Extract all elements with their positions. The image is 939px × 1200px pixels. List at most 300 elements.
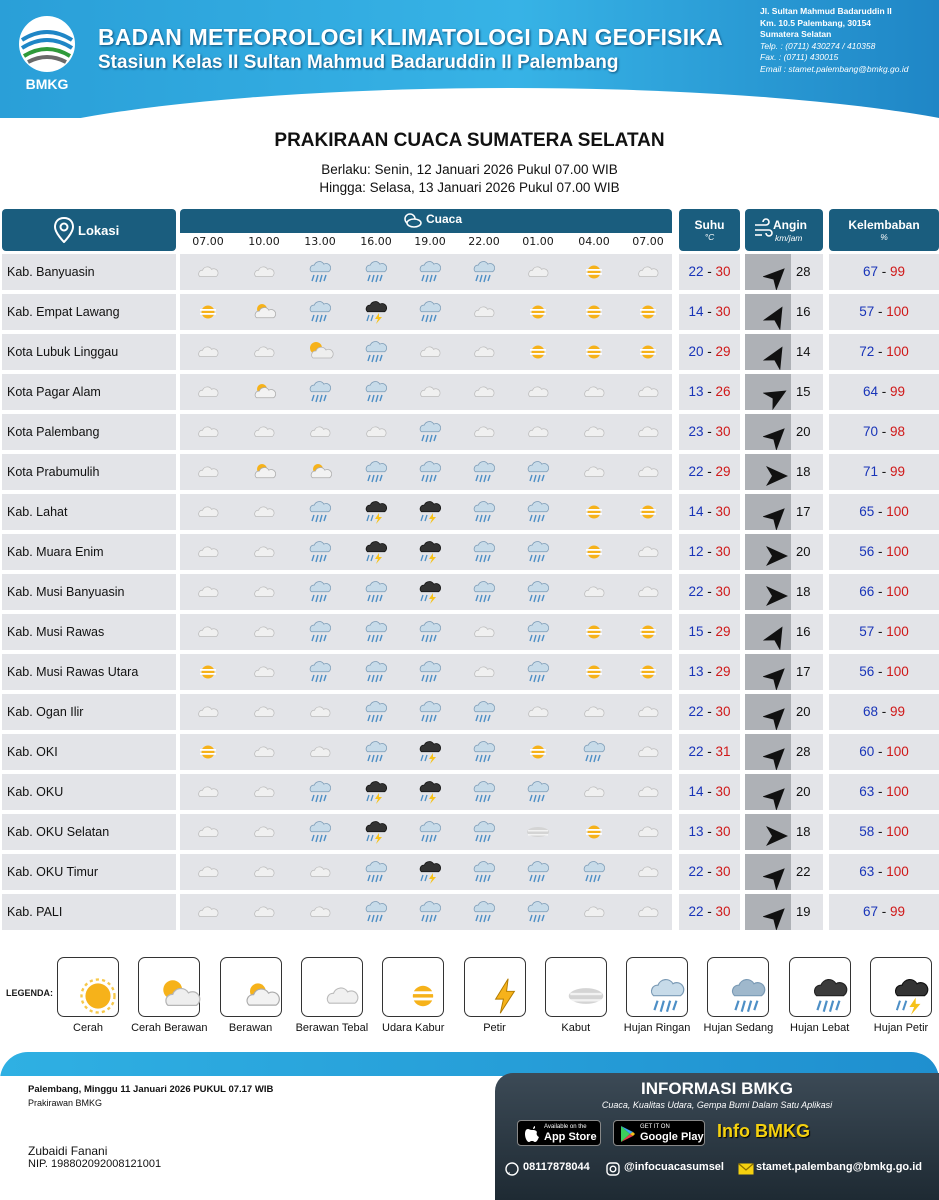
berawan-tebal-icon	[470, 298, 498, 326]
location-name: Kab. Musi Rawas Utara	[2, 654, 176, 690]
time-label: 01.00	[522, 235, 554, 248]
berawan-tebal-icon	[250, 338, 278, 366]
page-title: PRAKIRAAN CUACA SUMATERA SELATAN	[274, 130, 665, 151]
temp-max: 30	[715, 584, 731, 599]
legend-caption: Kabut	[561, 1022, 591, 1034]
hujan-ringan-icon	[416, 898, 444, 926]
berawan-tebal-icon	[194, 778, 222, 806]
station-name: Stasiun Kelas II Sultan Mahmud Badaruddin II Palembang	[98, 52, 619, 73]
table-row	[0, 854, 939, 890]
humidity-range: 71 - 99	[829, 454, 939, 490]
wind-speed: 20	[796, 424, 811, 439]
wind-cell	[745, 374, 823, 410]
legend-box	[707, 957, 769, 1017]
legend-item-berawan	[211, 957, 291, 1034]
svg-text:BMKG: BMKG	[25, 76, 69, 92]
hujan-ringan-icon	[362, 738, 390, 766]
hujan-ringan-icon	[416, 298, 444, 326]
hujan-ringan-icon	[470, 578, 498, 606]
hujan-ringan-icon	[470, 738, 498, 766]
temp-max: 29	[715, 344, 731, 359]
berawan-tebal-icon	[250, 418, 278, 446]
hujan-ringan-icon	[362, 338, 390, 366]
humidity-min: 57	[859, 624, 875, 639]
header-wave	[0, 88, 939, 118]
hujan-ringan-icon	[416, 818, 444, 846]
legend-box	[789, 957, 851, 1017]
legend-box	[382, 957, 444, 1017]
temp-max: 30	[715, 504, 731, 519]
hujan-petir-icon	[416, 858, 444, 886]
temperature-range: 22 - 30	[679, 574, 740, 610]
humidity-min: 68	[862, 704, 878, 719]
hujan-ringan-icon	[416, 658, 444, 686]
berawan-tebal-icon	[580, 698, 608, 726]
time-label: 13.00	[304, 235, 336, 248]
wind-cell	[745, 574, 823, 610]
weather-icon	[402, 211, 422, 229]
hujan-ringan-icon	[362, 898, 390, 926]
berawan-tebal-icon	[634, 898, 662, 926]
berawan-tebal-icon	[250, 698, 278, 726]
berawan-tebal-icon	[524, 418, 552, 446]
hujan-ringan-icon	[524, 858, 552, 886]
berawan-tebal-icon	[580, 458, 608, 486]
hujan-petir-icon	[362, 298, 390, 326]
berawan-tebal-icon	[306, 858, 334, 886]
temp-max: 29	[715, 464, 731, 479]
hujan-ringan-icon	[306, 258, 334, 286]
wind-speed: 16	[796, 624, 811, 639]
weather-cells	[180, 454, 672, 490]
humidity-range: 63 - 100	[829, 774, 939, 810]
weather-cells	[180, 894, 672, 930]
google-play-button[interactable]	[613, 1120, 705, 1146]
berawan-tebal-icon	[416, 338, 444, 366]
legend-item-hujan-sedang	[698, 957, 778, 1034]
hujan-ringan-icon	[470, 498, 498, 526]
legend-caption: Cerah Berawan	[131, 1022, 208, 1034]
berawan-tebal-icon	[634, 698, 662, 726]
humidity-max: 99	[890, 384, 906, 399]
berawan-tebal-icon	[416, 378, 444, 406]
weather-cells	[180, 774, 672, 810]
legend-caption: Hujan Sedang	[703, 1022, 774, 1034]
temperature-range: 22 - 31	[679, 734, 740, 770]
location-name: Kab. Ogan Ilir	[2, 694, 176, 730]
suhu-label: Suhu	[694, 218, 725, 232]
berawan-tebal-icon	[634, 538, 662, 566]
hujan-ringan-icon	[362, 658, 390, 686]
berawan-icon	[250, 378, 278, 406]
table-row	[0, 734, 939, 770]
temp-min: 14	[688, 304, 704, 319]
temperature-range: 13 - 29	[679, 654, 740, 690]
legend-item-cerah-berawan	[129, 957, 209, 1034]
wind-cell	[745, 894, 823, 930]
humidity-min: 72	[859, 344, 875, 359]
temp-min: 22	[688, 464, 704, 479]
location-name: Kab. OKI	[2, 734, 176, 770]
temp-max: 30	[715, 824, 731, 839]
berawan-tebal-icon	[194, 858, 222, 886]
fax: Fax. : (0711) 430015	[760, 52, 839, 62]
temp-max: 30	[715, 704, 731, 719]
temperature-range: 14 - 30	[679, 294, 740, 330]
temperature-range: 22 - 30	[679, 894, 740, 930]
humidity-range: 67 - 99	[829, 894, 939, 930]
udara-kabur-icon	[580, 818, 608, 846]
wind-cell	[745, 774, 823, 810]
table-row	[0, 414, 939, 450]
temp-min: 22	[688, 904, 704, 919]
humidity-range: 63 - 100	[829, 854, 939, 890]
temp-max: 26	[715, 384, 731, 399]
berawan-tebal-icon	[470, 338, 498, 366]
humidity-min: 56	[859, 544, 875, 559]
berawan-tebal-icon	[580, 778, 608, 806]
time-label: 04.00	[578, 235, 610, 248]
angin-unit: km/jam	[775, 233, 803, 243]
humidity-min: 56	[859, 664, 875, 679]
berawan-tebal-icon	[194, 538, 222, 566]
legend-box	[138, 957, 200, 1017]
googleplay-small: GET IT ON	[640, 1124, 670, 1130]
weather-cells	[180, 374, 672, 410]
app-store-button[interactable]	[517, 1120, 601, 1146]
table-row	[0, 814, 939, 850]
location-name: Kota Palembang	[2, 414, 176, 450]
berawan-tebal-icon	[250, 898, 278, 926]
hujan-ringan-icon	[524, 778, 552, 806]
wind-cell	[745, 734, 823, 770]
humidity-max: 100	[886, 304, 909, 319]
weather-cells	[180, 814, 672, 850]
berawan-tebal-icon	[524, 378, 552, 406]
address-line-3: Sumatera Selatan	[760, 29, 832, 39]
udara-kabur-icon	[580, 298, 608, 326]
humidity-max: 100	[886, 784, 909, 799]
cuaca-label: Cuaca	[426, 212, 463, 226]
temp-min: 14	[688, 784, 704, 799]
table-row	[0, 294, 939, 330]
humidity-min: 63	[859, 864, 875, 879]
humidity-min: 58	[859, 824, 875, 839]
valid-to: Hingga: Selasa, 13 Januari 2026 Pukul 07.00 WIB	[319, 180, 620, 195]
hujan-ringan-icon	[524, 458, 552, 486]
hujan-ringan-icon	[470, 258, 498, 286]
udara-kabur-icon	[524, 338, 552, 366]
temp-max: 29	[715, 624, 731, 639]
legend-box	[220, 957, 282, 1017]
googleplay-label: Google Play	[640, 1131, 704, 1143]
legend-caption: Petir	[483, 1022, 506, 1034]
berawan-tebal-icon	[306, 738, 334, 766]
berawan-tebal-icon	[194, 378, 222, 406]
temp-max: 30	[715, 424, 731, 439]
wind-cell	[745, 534, 823, 570]
weather-cells	[180, 574, 672, 610]
table-row	[0, 334, 939, 370]
location-name: Kab. Musi Rawas	[2, 614, 176, 650]
temp-min: 13	[688, 384, 704, 399]
weather-cells	[180, 694, 672, 730]
weather-cells	[180, 334, 672, 370]
forecaster-role: Prakirawan BMKG	[28, 1098, 103, 1108]
temp-max: 30	[715, 864, 731, 879]
email-icon	[738, 1163, 754, 1175]
temp-min: 22	[688, 584, 704, 599]
header-banner	[0, 0, 939, 118]
berawan-tebal-icon	[634, 458, 662, 486]
weather-cells	[180, 654, 672, 690]
udara-kabur-icon	[194, 658, 222, 686]
location-name: Kab. Empat Lawang	[2, 294, 176, 330]
table-row	[0, 774, 939, 810]
temperature-range: 12 - 30	[679, 534, 740, 570]
hujan-ringan-icon	[306, 778, 334, 806]
hujan-ringan-icon	[306, 818, 334, 846]
humidity-max: 99	[890, 264, 906, 279]
humidity-max: 99	[890, 704, 906, 719]
berawan-tebal-icon	[580, 418, 608, 446]
location-name: Kota Prabumulih	[2, 454, 176, 490]
hujan-ringan-icon	[306, 378, 334, 406]
whatsapp-icon	[505, 1162, 519, 1176]
hujan-ringan-icon	[416, 258, 444, 286]
berawan-tebal-icon	[194, 898, 222, 926]
humidity-range: 72 - 100	[829, 334, 939, 370]
berawan-tebal-icon	[250, 738, 278, 766]
hujan-ringan-icon	[362, 458, 390, 486]
time-header-row	[180, 233, 672, 251]
berawan-tebal-icon	[634, 778, 662, 806]
legend-label: LEGENDA:	[6, 988, 53, 998]
email-address: Email : stamet.palembang@bmkg.go.id	[760, 63, 909, 74]
humidity-min: 71	[862, 464, 878, 479]
berawan-tebal-icon	[580, 578, 608, 606]
humidity-range: 65 - 100	[829, 494, 939, 530]
temperature-range: 22 - 30	[679, 694, 740, 730]
temp-min: 12	[688, 544, 704, 559]
humidity-range: 68 - 99	[829, 694, 939, 730]
berawan-tebal-icon	[250, 658, 278, 686]
phone: Telp. : (0711) 430274 / 410358	[760, 40, 876, 51]
berawan-tebal-icon	[470, 658, 498, 686]
berawan-tebal-icon	[194, 458, 222, 486]
humidity-max: 98	[890, 424, 906, 439]
location-name: Kab. OKU Selatan	[2, 814, 176, 850]
legend-caption: Hujan Petir	[873, 1022, 929, 1034]
temperature-range: 13 - 26	[679, 374, 740, 410]
hujan-ringan-icon	[470, 858, 498, 886]
hujan-petir-icon	[416, 498, 444, 526]
temperature-range: 14 - 30	[679, 774, 740, 810]
location-name: Kab. Lahat	[2, 494, 176, 530]
hujan-petir-icon	[416, 578, 444, 606]
temperature-range: 14 - 30	[679, 494, 740, 530]
hujan-ringan-icon	[524, 618, 552, 646]
wind-cell	[745, 254, 823, 290]
column-header-kelembaban	[829, 209, 939, 251]
hujan-ringan-icon	[306, 298, 334, 326]
instagram-handle: @infocuacasumsel	[624, 1161, 724, 1173]
location-name: Kab. Banyuasin	[2, 254, 176, 290]
humidity-min: 67	[862, 904, 878, 919]
humidity-max: 100	[886, 544, 909, 559]
udara-kabur-icon	[634, 338, 662, 366]
org-name: BADAN METEOROLOGI KLIMATOLOGI DAN GEOFISIKA	[98, 24, 723, 50]
hujan-petir-icon	[416, 778, 444, 806]
forecaster-name: Zubaidi Fanani	[28, 1144, 108, 1158]
berawan-tebal-icon	[194, 578, 222, 606]
weather-cells	[180, 854, 672, 890]
info-bmkg-panel	[495, 1073, 939, 1200]
location-name: Kab. Muara Enim	[2, 534, 176, 570]
weather-cells	[180, 614, 672, 650]
berawan-tebal-icon	[470, 378, 498, 406]
temp-min: 22	[688, 704, 704, 719]
humidity-max: 100	[886, 584, 909, 599]
legend-item-kabut	[536, 957, 616, 1034]
humidity-range: 66 - 100	[829, 574, 939, 610]
humidity-range: 70 - 98	[829, 414, 939, 450]
hujan-ringan-icon	[416, 618, 444, 646]
kelembaban-unit: %	[880, 232, 888, 242]
table-row	[0, 254, 939, 290]
hujan-ringan-icon	[362, 698, 390, 726]
legend-caption: Udara Kabur	[382, 1022, 445, 1034]
humidity-max: 100	[886, 744, 909, 759]
legend-item-hujan-lebat	[780, 957, 860, 1034]
cerah-berawan-icon	[306, 338, 334, 366]
humidity-min: 65	[859, 504, 875, 519]
weather-cells	[180, 414, 672, 450]
wind-speed: 20	[796, 784, 811, 799]
legend-item-hujan-petir	[861, 957, 939, 1034]
hujan-petir-icon	[362, 818, 390, 846]
legend-box	[57, 957, 119, 1017]
berawan-tebal-icon	[634, 258, 662, 286]
berawan-tebal-icon	[634, 818, 662, 846]
temperature-range: 22 - 30	[679, 854, 740, 890]
hujan-ringan-icon	[524, 578, 552, 606]
temp-min: 22	[688, 264, 704, 279]
humidity-min: 67	[862, 264, 878, 279]
berawan-tebal-icon	[250, 258, 278, 286]
hujan-ringan-icon	[524, 538, 552, 566]
lokasi-label: Lokasi	[78, 223, 120, 238]
temp-min: 22	[688, 864, 704, 879]
wind-cell	[745, 654, 823, 690]
legend-box	[545, 957, 607, 1017]
temp-max: 31	[715, 744, 731, 759]
hujan-ringan-icon	[524, 498, 552, 526]
berawan-tebal-icon	[250, 538, 278, 566]
table-row	[0, 694, 939, 730]
hujan-petir-icon	[362, 778, 390, 806]
legend-item-udara-kabur	[373, 957, 453, 1034]
wind-speed: 14	[796, 344, 811, 359]
legend-box	[626, 957, 688, 1017]
berawan-tebal-icon	[634, 578, 662, 606]
time-label: 07.00	[632, 235, 664, 248]
validity	[0, 161, 939, 197]
humidity-max: 100	[886, 504, 909, 519]
berawan-tebal-icon	[306, 698, 334, 726]
humidity-min: 66	[859, 584, 875, 599]
hujan-ringan-icon	[580, 858, 608, 886]
berawan-tebal-icon	[194, 338, 222, 366]
wind-speed: 18	[796, 464, 811, 479]
legend-item-hujan-ringan	[617, 957, 697, 1034]
whatsapp-number: 08117878044	[523, 1161, 590, 1173]
location-name: Kab. Musi Banyuasin	[2, 574, 176, 610]
info-subtitle: Cuaca, Kualitas Udara, Gempa Bumi Dalam Satu Aplikasi	[601, 1100, 833, 1110]
instagram-icon	[606, 1162, 620, 1176]
hujan-ringan-icon	[470, 818, 498, 846]
berawan-tebal-icon	[634, 418, 662, 446]
issue-date: Palembang, Minggu 11 Januari 2026 PUKUL 07.17 WIB	[28, 1084, 274, 1095]
weather-cells	[180, 254, 672, 290]
berawan-tebal-icon	[194, 618, 222, 646]
humidity-max: 99	[890, 464, 906, 479]
hujan-ringan-icon	[306, 538, 334, 566]
humidity-range: 57 - 100	[829, 614, 939, 650]
hujan-ringan-icon	[470, 898, 498, 926]
location-pin-icon	[54, 217, 74, 243]
appstore-label: App Store	[544, 1131, 597, 1143]
humidity-min: 63	[859, 784, 875, 799]
wind-speed: 28	[796, 264, 811, 279]
hujan-ringan-icon	[580, 738, 608, 766]
hujan-ringan-icon	[470, 778, 498, 806]
column-header-lokasi	[2, 209, 176, 251]
wind-speed: 20	[796, 544, 811, 559]
wind-speed: 17	[796, 504, 811, 519]
weather-cells	[180, 494, 672, 530]
hujan-ringan-icon	[416, 698, 444, 726]
humidity-range: 58 - 100	[829, 814, 939, 850]
hujan-ringan-icon	[524, 898, 552, 926]
address-line-2: Km. 10.5 Palembang, 30154	[760, 17, 872, 28]
kelembaban-label: Kelembaban	[848, 218, 920, 232]
temp-max: 30	[715, 544, 731, 559]
hujan-ringan-icon	[524, 658, 552, 686]
berawan-tebal-icon	[580, 378, 608, 406]
legend-caption: Hujan Ringan	[623, 1022, 691, 1034]
berawan-tebal-icon	[362, 418, 390, 446]
wind-cell	[745, 814, 823, 850]
wind-speed: 18	[796, 824, 811, 839]
hujan-ringan-icon	[306, 618, 334, 646]
hujan-ringan-icon	[470, 458, 498, 486]
temperature-range: 20 - 29	[679, 334, 740, 370]
weather-cells	[180, 734, 672, 770]
time-label: 22.00	[468, 235, 500, 248]
table-row	[0, 654, 939, 690]
legend-box	[301, 957, 363, 1017]
bmkg-logo-icon	[14, 14, 80, 92]
temperature-range: 22 - 30	[679, 254, 740, 290]
berawan-tebal-icon	[250, 618, 278, 646]
hujan-ringan-icon	[362, 258, 390, 286]
udara-kabur-icon	[194, 738, 222, 766]
legend-caption: Berawan Tebal	[295, 1022, 369, 1034]
wind-speed: 19	[796, 904, 811, 919]
berawan-icon	[250, 298, 278, 326]
udara-kabur-icon	[634, 658, 662, 686]
